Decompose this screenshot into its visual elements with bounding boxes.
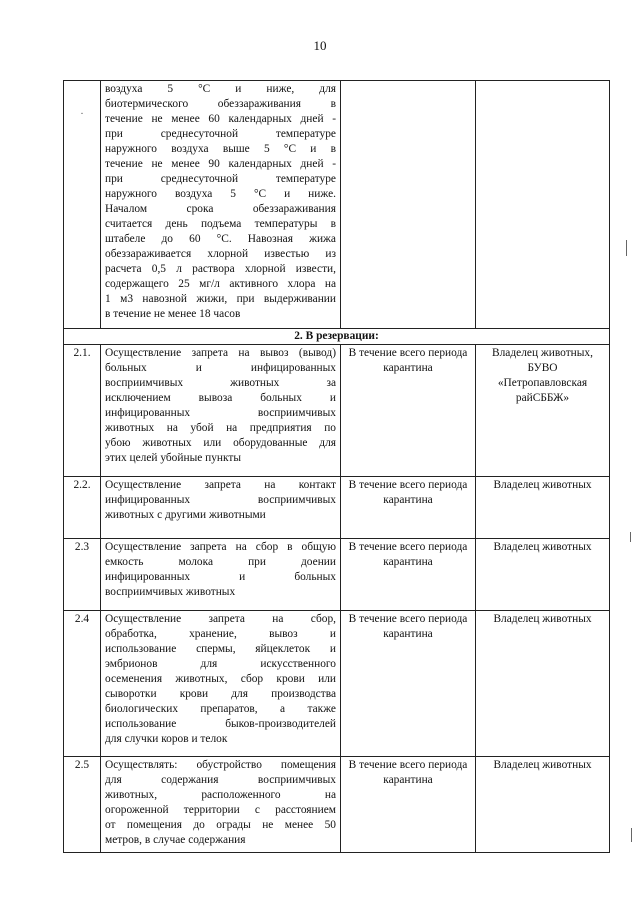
measure-row xyxy=(64,757,610,853)
section-title: 2. В резервации: xyxy=(64,329,610,345)
responsible-cell xyxy=(476,539,610,611)
row-number: 2.4 xyxy=(64,611,101,757)
row-number xyxy=(64,81,101,329)
measure-text xyxy=(101,539,341,611)
text-line: восприимчивых животных за xyxy=(105,377,336,389)
text-line: Началом срока обеззараживания xyxy=(105,203,336,215)
text-line: инфицированных восприимчивых xyxy=(105,494,336,506)
text-line: обеззараживается хлорной известью из xyxy=(105,248,336,260)
text-line: эмбрионов для искусственного xyxy=(105,658,336,670)
text-line: для случки коров и телок xyxy=(105,733,228,745)
text-line: больных и инфицированных xyxy=(105,362,336,374)
measure-row xyxy=(64,345,610,477)
text-line: воздуха 5 °С и ниже, для xyxy=(105,83,336,95)
responsible-cell xyxy=(476,757,610,853)
responsible-line: Владелец животных xyxy=(493,541,592,553)
period-cell: В течение всего периода карантина xyxy=(341,477,476,539)
responsible-cell xyxy=(476,345,610,477)
text-line: 1 м3 навозной жижи, при выдерживании xyxy=(105,293,336,305)
section-header-row xyxy=(64,329,610,345)
text-line: при среднесуточной температуре xyxy=(105,173,336,185)
period-cell: В течение всего периода карантина xyxy=(341,757,476,853)
period-cell: В течение всего периода карантина xyxy=(341,345,476,477)
row-number: 2.3 xyxy=(64,539,101,611)
period-cell: В течение всего периода карантина xyxy=(341,611,476,757)
text-line: биотермического обеззараживания в xyxy=(105,98,336,110)
text-line: Осуществление запрета на контакт xyxy=(105,479,336,491)
continuation-row xyxy=(64,81,610,329)
text-line: течение не менее 60 календарных дней - xyxy=(105,113,336,125)
measure-row xyxy=(64,611,610,757)
text-line: Осуществление запрета на сбор в общую xyxy=(105,541,336,553)
text-line: инфицированных и больных xyxy=(105,571,336,583)
text-line: наружного воздуха выше 5 °С и в xyxy=(105,143,336,155)
scan-mark xyxy=(630,532,631,542)
measure-row xyxy=(64,477,610,539)
row-number: 2.1. xyxy=(64,345,101,477)
text-line: метров, в случае содержания xyxy=(105,834,246,846)
responsible-cell xyxy=(476,477,610,539)
measure-text xyxy=(101,611,341,757)
text-line: течение не менее 90 календарных дней - xyxy=(105,158,336,170)
text-line: считается день подъема температуры в xyxy=(105,218,336,230)
text-line: при среднесуточной температуре xyxy=(105,128,336,140)
text-line: животных на убой на предприятия по xyxy=(105,422,336,434)
page-number: 10 xyxy=(313,38,327,53)
text-line: обработка, хранение, вывоз и xyxy=(105,628,336,640)
text-line: инфицированных восприимчивых xyxy=(105,407,336,419)
text-line: от помещения до ограды не менее 50 xyxy=(105,819,336,831)
responsible-line: «Петропавловская xyxy=(497,377,588,389)
text-line: Осуществление запрета на сбор, xyxy=(105,613,336,625)
responsible-cell xyxy=(476,611,610,757)
text-line: в течение не менее 18 часов xyxy=(105,308,241,320)
text-line: содержащего 25 мг/л активного хлора на xyxy=(105,278,336,290)
measure-text xyxy=(101,477,341,539)
measure-row xyxy=(64,539,610,611)
responsible-line: Владелец животных xyxy=(493,613,592,625)
responsible-cell xyxy=(476,81,610,329)
text-line: штабеле до 60 °С. Навозная жижа xyxy=(105,233,336,245)
text-line: биологических препаратов, а также xyxy=(105,703,336,715)
text-line: использование спермы, яйцеклеток и xyxy=(105,643,336,655)
quarantine-measures-table xyxy=(63,80,610,853)
text-line: наружного воздуха 5 °С и ниже. xyxy=(105,188,336,200)
measure-text xyxy=(101,757,341,853)
responsible-line: Владелец животных xyxy=(493,759,592,771)
text-line: Осуществление запрета на вывоз (вывод) xyxy=(105,347,336,359)
period-cell xyxy=(341,81,476,329)
text-line: восприимчивых животных xyxy=(105,586,236,598)
responsible-line: Владелец животных xyxy=(493,479,592,491)
responsible-line: райСББЖ» xyxy=(515,392,570,404)
text-line: осеменения животных, сбор крови или xyxy=(105,673,336,685)
text-line: животных с другими животными xyxy=(105,509,266,521)
text-line: этих целей убойные пункты xyxy=(105,452,242,464)
text-line: Осуществлять: обустройство помещения xyxy=(105,759,336,771)
measure-text xyxy=(101,345,341,477)
text-line: убою животных или оборудованные для xyxy=(105,437,336,449)
text-line: емкость молока при доении xyxy=(105,556,336,568)
text-line: для содержания восприимчивых xyxy=(105,774,336,786)
scan-mark xyxy=(626,240,627,256)
text-line: расчета 0,5 л раствора хлорной извести, xyxy=(105,263,336,275)
period-cell: В течение всего периода карантина xyxy=(341,539,476,611)
text-line: использование быков-производителей xyxy=(105,718,336,730)
stray-mark: . xyxy=(80,106,84,117)
text-line: исключением вывоза больных и xyxy=(105,392,336,404)
row-number: 2.2. xyxy=(64,477,101,539)
responsible-line: Владелец животных, xyxy=(492,347,593,359)
row-number: 2.5 xyxy=(64,757,101,853)
responsible-line: БУВО xyxy=(527,362,558,374)
scan-mark xyxy=(631,828,632,842)
text-line: сыворотки крови для производства xyxy=(105,688,336,700)
text-line: огороженной территории с расстоянием xyxy=(105,804,336,816)
measure-text xyxy=(101,81,341,329)
text-line: животных, расположенного на xyxy=(105,789,336,801)
